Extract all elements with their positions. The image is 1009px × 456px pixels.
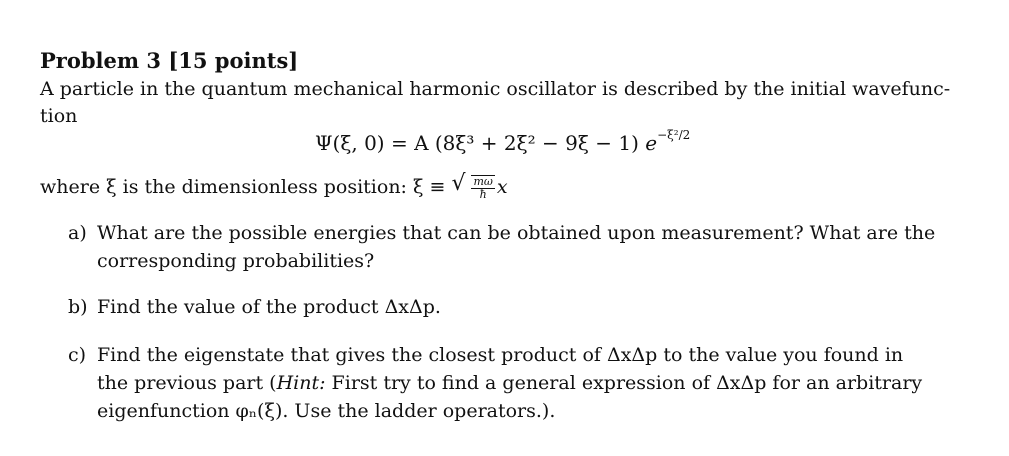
sqrt-denominator: ħ bbox=[479, 188, 487, 201]
equation-lhs: Ψ(ξ, 0) = A bbox=[315, 131, 429, 155]
part-c-line-2-pre: the previous part ( bbox=[97, 372, 277, 394]
part-c-line-1: Find the eigenstate that gives the closest product of ΔxΔp to the value you found in bbox=[97, 344, 904, 366]
part-a-label: a) bbox=[68, 222, 87, 244]
sqrt-fraction bbox=[471, 175, 494, 201]
wavefunction-equation bbox=[315, 128, 690, 155]
part-c-line-3: eigenfunction φₙ(ξ). Use the ladder operators.). bbox=[97, 400, 556, 422]
part-b-line-1: Find the value of the product ΔxΔp. bbox=[97, 296, 441, 318]
part-a-line-1: What are the possible energies that can be obtained upon measurement? What are the bbox=[97, 222, 936, 244]
sqrt-sign-icon: √ bbox=[451, 171, 466, 196]
sqrt-expression bbox=[451, 171, 496, 201]
sqrt-variable: x bbox=[496, 176, 508, 198]
part-a-line-2: corresponding probabilities? bbox=[97, 250, 375, 272]
equation-polynomial: (8ξ³ + 2ξ² − 9ξ − 1) bbox=[434, 131, 639, 155]
intro-line-1: A particle in the quantum mechanical harmonic oscillator is described by the initial wavefunc- bbox=[40, 78, 951, 100]
where-line bbox=[40, 171, 508, 201]
part-c-line-2 bbox=[97, 372, 922, 394]
part-b-label: b) bbox=[68, 296, 88, 318]
intro-line-2: tion bbox=[40, 105, 78, 127]
equation-exp-base: e bbox=[645, 131, 658, 155]
part-c-line-2-post: First try to find a general expression of ΔxΔp for an arbitrary bbox=[325, 372, 923, 394]
problem-title: Problem 3 [15 points] bbox=[40, 48, 299, 73]
sqrt-numerator: mω bbox=[473, 175, 493, 188]
equation-exponent: −ξ²/2 bbox=[657, 128, 691, 142]
part-c-hint: Hint: bbox=[276, 372, 326, 394]
part-c-label: c) bbox=[68, 344, 87, 366]
where-text: where ξ is the dimensionless position: ξ ≡ bbox=[40, 176, 446, 198]
